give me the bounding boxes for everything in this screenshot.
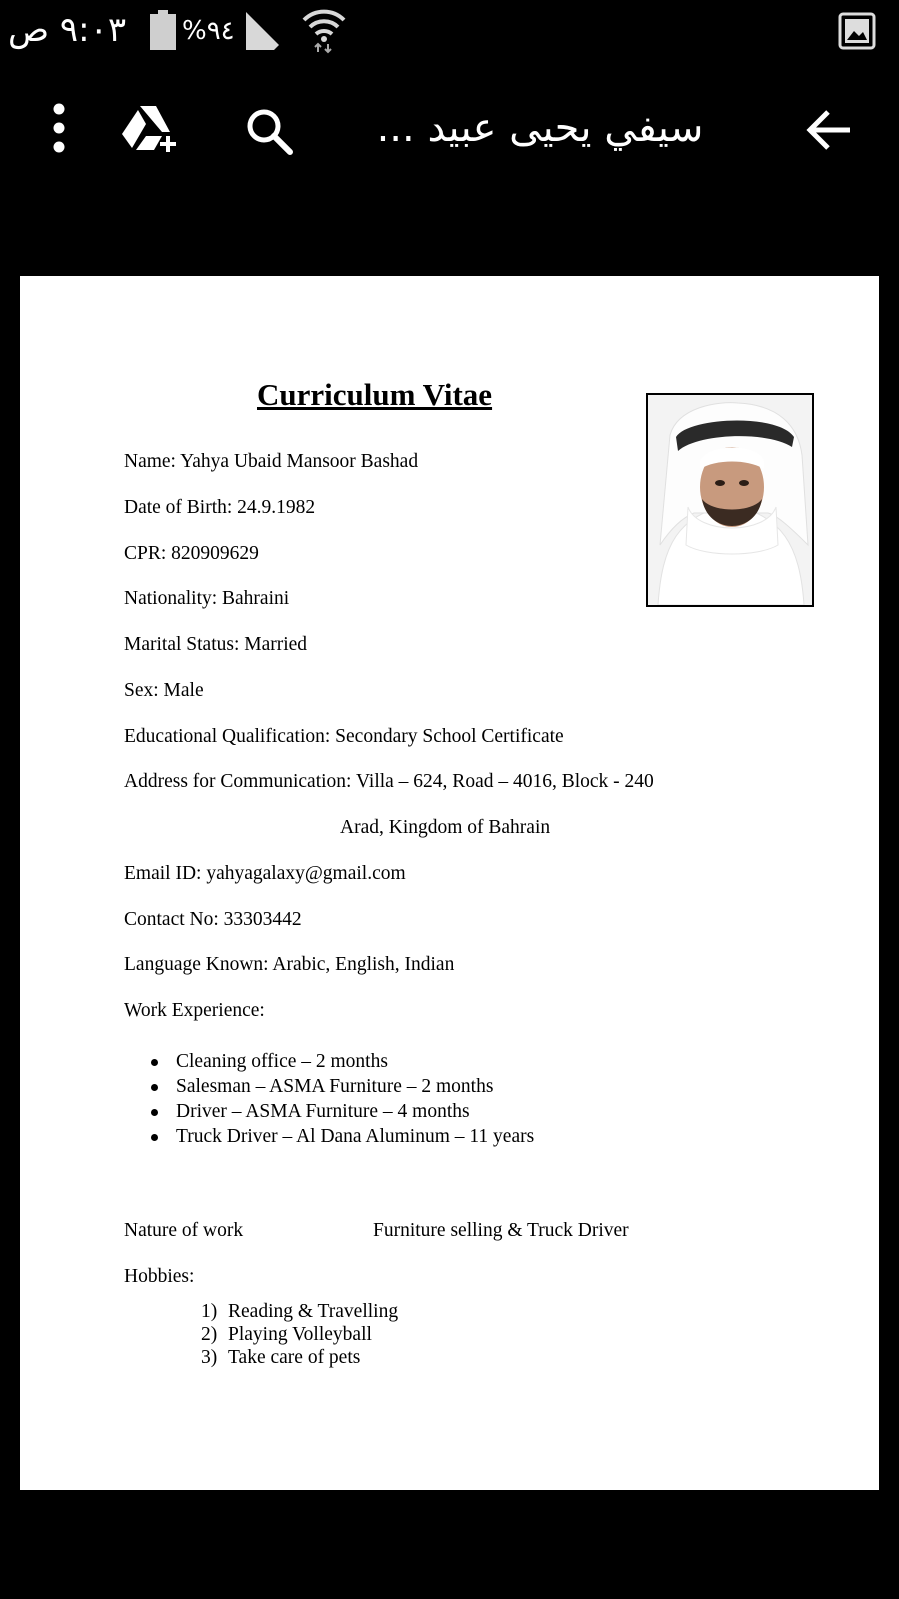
email-field: Email ID: yahyagalaxy@gmail.com [124, 863, 406, 884]
battery-percent: %٩٤ [182, 16, 235, 46]
contact-field: Contact No: 33303442 [124, 909, 302, 930]
address-line-2: Arad, Kingdom of Bahrain [340, 817, 551, 838]
status-bar [0, 0, 899, 62]
list-item [20, 1346, 398, 1369]
nature-of-work-label: Nature of work [124, 1220, 244, 1241]
list-number: 3) [201, 1347, 218, 1368]
list-number: 1) [201, 1301, 218, 1322]
nationality-field: Nationality: Bahraini [124, 588, 290, 609]
marital-status-field: Marital Status: Married [124, 634, 308, 655]
nature-of-work-value: Furniture selling & Truck Driver [373, 1220, 629, 1241]
list-item [20, 1300, 398, 1323]
cpr-field: CPR: 820909629 [124, 543, 259, 564]
hobby-text: Reading & Travelling [228, 1301, 399, 1322]
profile-photo [646, 393, 814, 607]
hobby-text: Playing Volleyball [228, 1324, 372, 1345]
cv-title: Curriculum Vitae [257, 377, 493, 412]
work-experience-list [20, 1049, 534, 1149]
document-page[interactable] [20, 276, 879, 1490]
list-item: Driver – ASMA Furniture – 4 months [20, 1099, 534, 1124]
work-experience-heading: Work Experience: [124, 1000, 265, 1021]
list-number: 2) [201, 1324, 218, 1345]
hobbies-heading: Hobbies: [124, 1266, 195, 1287]
hobbies-list [20, 1300, 398, 1369]
back-arrow-icon[interactable] [806, 108, 852, 152]
list-item: Cleaning office – 2 months [20, 1049, 534, 1074]
search-icon[interactable] [244, 106, 294, 156]
document-title: سيفي يحيى عبيد ... [376, 105, 704, 151]
drive-add-icon[interactable] [118, 104, 178, 156]
dob-field: Date of Birth: 24.9.1982 [124, 497, 316, 518]
status-time: ٩:٠٣ ص [8, 10, 127, 50]
language-field: Language Known: Arabic, English, Indian [124, 954, 455, 975]
battery-icon [150, 10, 176, 50]
more-vert-icon[interactable] [44, 102, 74, 154]
wifi-icon [300, 6, 348, 54]
app-toolbar [0, 62, 899, 272]
education-field: Educational Qualification: Secondary School Certificate [124, 726, 564, 747]
list-item: Truck Driver – Al Dana Aluminum – 11 years [20, 1124, 534, 1149]
list-item: Salesman – ASMA Furniture – 2 months [20, 1074, 534, 1099]
hobby-text: Take care of pets [228, 1347, 361, 1368]
gallery-icon [838, 12, 876, 50]
name-field: Name: Yahya Ubaid Mansoor Bashad [124, 451, 419, 472]
list-item [20, 1323, 398, 1346]
address-field: Address for Communication: Villa – 624, Road – 4016, Block - 240 [124, 771, 654, 792]
signal-icon [244, 10, 286, 52]
sex-field: Sex: Male [124, 680, 204, 701]
